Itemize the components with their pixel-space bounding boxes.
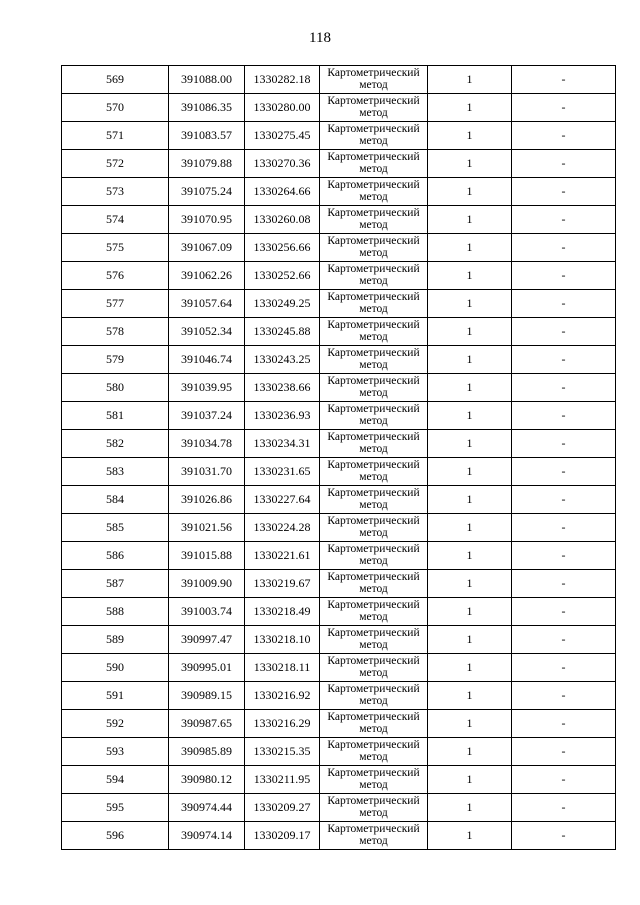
- count-cell: 1: [428, 822, 512, 850]
- note-cell: -: [512, 66, 616, 94]
- table-row: [62, 346, 616, 374]
- table-row: [62, 654, 616, 682]
- x-coordinate-cell: 391086.35: [169, 94, 245, 122]
- x-coordinate-cell: 391079.88: [169, 150, 245, 178]
- point-number-cell: 579: [62, 346, 169, 374]
- method-label-line1: Картометрический: [327, 95, 420, 107]
- note-cell: -: [512, 514, 616, 542]
- table-row: [62, 150, 616, 178]
- note-cell: -: [512, 654, 616, 682]
- point-number-cell: 576: [62, 262, 169, 290]
- point-number-cell: 575: [62, 234, 169, 262]
- x-coordinate-cell: 391003.74: [169, 598, 245, 626]
- table-row: [62, 710, 616, 738]
- count-cell: 1: [428, 402, 512, 430]
- method-cell: [320, 234, 428, 262]
- method-label-line2: метод: [359, 583, 388, 595]
- method-label-line2: метод: [359, 303, 388, 315]
- method-cell: [320, 94, 428, 122]
- x-coordinate-cell: 391052.34: [169, 318, 245, 346]
- table-row: [62, 738, 616, 766]
- method-cell: [320, 430, 428, 458]
- method-label-line2: метод: [359, 639, 388, 651]
- method-label-line1: Картометрический: [327, 683, 420, 695]
- method-label-line1: Картометрический: [327, 627, 420, 639]
- point-number-cell: 592: [62, 710, 169, 738]
- table-row: [62, 122, 616, 150]
- y-coordinate-cell: 1330211.95: [245, 766, 320, 794]
- table-row: [62, 178, 616, 206]
- x-coordinate-cell: 391070.95: [169, 206, 245, 234]
- method-cell: [320, 710, 428, 738]
- method-label-line1: Картометрический: [327, 207, 420, 219]
- y-coordinate-cell: 1330256.66: [245, 234, 320, 262]
- method-label-line1: Картометрический: [327, 347, 420, 359]
- x-coordinate-cell: 391062.26: [169, 262, 245, 290]
- count-cell: 1: [428, 514, 512, 542]
- method-label-line2: метод: [359, 499, 388, 511]
- method-label-line1: Картометрический: [327, 795, 420, 807]
- x-coordinate-cell: 390985.89: [169, 738, 245, 766]
- method-label-line2: метод: [359, 471, 388, 483]
- table-row: [62, 542, 616, 570]
- note-cell: -: [512, 626, 616, 654]
- note-cell: -: [512, 458, 616, 486]
- method-cell: [320, 66, 428, 94]
- y-coordinate-cell: 1330249.25: [245, 290, 320, 318]
- y-coordinate-cell: 1330252.66: [245, 262, 320, 290]
- count-cell: 1: [428, 738, 512, 766]
- method-cell: [320, 598, 428, 626]
- method-cell: [320, 542, 428, 570]
- method-label-line2: метод: [359, 723, 388, 735]
- method-cell: [320, 458, 428, 486]
- method-cell: [320, 570, 428, 598]
- method-label-line1: Картометрический: [327, 599, 420, 611]
- count-cell: 1: [428, 430, 512, 458]
- count-cell: 1: [428, 346, 512, 374]
- table-row: [62, 682, 616, 710]
- method-cell: [320, 822, 428, 850]
- method-label-line2: метод: [359, 555, 388, 567]
- y-coordinate-cell: 1330219.67: [245, 570, 320, 598]
- x-coordinate-cell: 391039.95: [169, 374, 245, 402]
- method-label-line1: Картометрический: [327, 823, 420, 835]
- method-label-line2: метод: [359, 779, 388, 791]
- y-coordinate-cell: 1330282.18: [245, 66, 320, 94]
- x-coordinate-cell: 391083.57: [169, 122, 245, 150]
- table-row: [62, 458, 616, 486]
- x-coordinate-cell: 391057.64: [169, 290, 245, 318]
- table-row: [62, 234, 616, 262]
- note-cell: -: [512, 150, 616, 178]
- x-coordinate-cell: 391026.86: [169, 486, 245, 514]
- count-cell: 1: [428, 206, 512, 234]
- method-cell: [320, 262, 428, 290]
- count-cell: 1: [428, 682, 512, 710]
- y-coordinate-cell: 1330218.10: [245, 626, 320, 654]
- point-number-cell: 569: [62, 66, 169, 94]
- table-row: [62, 486, 616, 514]
- y-coordinate-cell: 1330216.29: [245, 710, 320, 738]
- y-coordinate-cell: 1330270.36: [245, 150, 320, 178]
- method-label-line1: Картометрический: [327, 767, 420, 779]
- method-cell: [320, 682, 428, 710]
- x-coordinate-cell: 390987.65: [169, 710, 245, 738]
- method-cell: [320, 766, 428, 794]
- point-number-cell: 596: [62, 822, 169, 850]
- point-number-cell: 591: [62, 682, 169, 710]
- point-number-cell: 589: [62, 626, 169, 654]
- note-cell: -: [512, 738, 616, 766]
- method-label-line2: метод: [359, 751, 388, 763]
- point-number-cell: 570: [62, 94, 169, 122]
- point-number-cell: 573: [62, 178, 169, 206]
- method-label-line2: метод: [359, 107, 388, 119]
- point-number-cell: 580: [62, 374, 169, 402]
- y-coordinate-cell: 1330224.28: [245, 514, 320, 542]
- point-number-cell: 586: [62, 542, 169, 570]
- y-coordinate-cell: 1330218.49: [245, 598, 320, 626]
- point-number-cell: 574: [62, 206, 169, 234]
- point-number-cell: 588: [62, 598, 169, 626]
- table-row: [62, 430, 616, 458]
- note-cell: -: [512, 318, 616, 346]
- y-coordinate-cell: 1330264.66: [245, 178, 320, 206]
- method-label-line1: Картометрический: [327, 151, 420, 163]
- y-coordinate-cell: 1330227.64: [245, 486, 320, 514]
- method-label-line2: метод: [359, 79, 388, 91]
- method-cell: [320, 626, 428, 654]
- count-cell: 1: [428, 794, 512, 822]
- count-cell: 1: [428, 542, 512, 570]
- method-cell: [320, 794, 428, 822]
- method-label-line1: Картометрический: [327, 655, 420, 667]
- note-cell: -: [512, 570, 616, 598]
- y-coordinate-cell: 1330260.08: [245, 206, 320, 234]
- method-cell: [320, 654, 428, 682]
- point-number-cell: 587: [62, 570, 169, 598]
- note-cell: -: [512, 794, 616, 822]
- note-cell: -: [512, 822, 616, 850]
- method-label-line2: метод: [359, 415, 388, 427]
- method-label-line2: метод: [359, 191, 388, 203]
- table-row: [62, 94, 616, 122]
- method-label-line2: метод: [359, 611, 388, 623]
- y-coordinate-cell: 1330231.65: [245, 458, 320, 486]
- table-row: [62, 290, 616, 318]
- count-cell: 1: [428, 318, 512, 346]
- table-row: [62, 822, 616, 850]
- point-number-cell: 582: [62, 430, 169, 458]
- x-coordinate-cell: 391015.88: [169, 542, 245, 570]
- note-cell: -: [512, 542, 616, 570]
- count-cell: 1: [428, 458, 512, 486]
- y-coordinate-cell: 1330209.27: [245, 794, 320, 822]
- method-label-line2: метод: [359, 695, 388, 707]
- method-label-line1: Картометрический: [327, 179, 420, 191]
- note-cell: -: [512, 682, 616, 710]
- method-label-line2: метод: [359, 667, 388, 679]
- count-cell: 1: [428, 654, 512, 682]
- count-cell: 1: [428, 570, 512, 598]
- y-coordinate-cell: 1330243.25: [245, 346, 320, 374]
- method-cell: [320, 290, 428, 318]
- note-cell: -: [512, 430, 616, 458]
- y-coordinate-cell: 1330275.45: [245, 122, 320, 150]
- method-label-line2: метод: [359, 359, 388, 371]
- note-cell: -: [512, 374, 616, 402]
- x-coordinate-cell: 391046.74: [169, 346, 245, 374]
- method-label-line1: Картометрический: [327, 235, 420, 247]
- count-cell: 1: [428, 66, 512, 94]
- method-label-line2: метод: [359, 163, 388, 175]
- table-row: [62, 794, 616, 822]
- count-cell: 1: [428, 290, 512, 318]
- method-label-line1: Картометрический: [327, 123, 420, 135]
- method-label-line1: Картометрический: [327, 291, 420, 303]
- count-cell: 1: [428, 374, 512, 402]
- x-coordinate-cell: 390989.15: [169, 682, 245, 710]
- method-label-line1: Картометрический: [327, 431, 420, 443]
- point-number-cell: 590: [62, 654, 169, 682]
- method-label-line2: метод: [359, 443, 388, 455]
- x-coordinate-cell: 391031.70: [169, 458, 245, 486]
- method-label-line1: Картометрический: [327, 543, 420, 555]
- y-coordinate-cell: 1330280.00: [245, 94, 320, 122]
- method-cell: [320, 318, 428, 346]
- count-cell: 1: [428, 766, 512, 794]
- note-cell: -: [512, 290, 616, 318]
- x-coordinate-cell: 391037.24: [169, 402, 245, 430]
- method-label-line1: Картометрический: [327, 67, 420, 79]
- method-label-line2: метод: [359, 835, 388, 847]
- note-cell: -: [512, 178, 616, 206]
- point-number-cell: 593: [62, 738, 169, 766]
- count-cell: 1: [428, 94, 512, 122]
- y-coordinate-cell: 1330245.88: [245, 318, 320, 346]
- coordinates-table: [61, 65, 616, 850]
- note-cell: -: [512, 598, 616, 626]
- method-cell: [320, 346, 428, 374]
- x-coordinate-cell: 390974.14: [169, 822, 245, 850]
- point-number-cell: 583: [62, 458, 169, 486]
- point-number-cell: 572: [62, 150, 169, 178]
- x-coordinate-cell: 390974.44: [169, 794, 245, 822]
- x-coordinate-cell: 391067.09: [169, 234, 245, 262]
- note-cell: -: [512, 206, 616, 234]
- count-cell: 1: [428, 262, 512, 290]
- method-label-line2: метод: [359, 527, 388, 539]
- method-label-line1: Картометрический: [327, 571, 420, 583]
- method-label-line1: Картометрический: [327, 403, 420, 415]
- method-label-line2: метод: [359, 275, 388, 287]
- point-number-cell: 585: [62, 514, 169, 542]
- method-cell: [320, 374, 428, 402]
- method-label-line1: Картометрический: [327, 375, 420, 387]
- note-cell: -: [512, 122, 616, 150]
- table-row: [62, 766, 616, 794]
- note-cell: -: [512, 234, 616, 262]
- table-row: [62, 570, 616, 598]
- count-cell: 1: [428, 234, 512, 262]
- x-coordinate-cell: 390980.12: [169, 766, 245, 794]
- y-coordinate-cell: 1330216.92: [245, 682, 320, 710]
- note-cell: -: [512, 766, 616, 794]
- count-cell: 1: [428, 150, 512, 178]
- y-coordinate-cell: 1330218.11: [245, 654, 320, 682]
- x-coordinate-cell: 391075.24: [169, 178, 245, 206]
- table-row: [62, 262, 616, 290]
- y-coordinate-cell: 1330238.66: [245, 374, 320, 402]
- point-number-cell: 595: [62, 794, 169, 822]
- coordinates-table-body: [62, 66, 616, 850]
- note-cell: -: [512, 402, 616, 430]
- y-coordinate-cell: 1330221.61: [245, 542, 320, 570]
- point-number-cell: 584: [62, 486, 169, 514]
- table-row: [62, 514, 616, 542]
- method-label-line2: метод: [359, 135, 388, 147]
- method-label-line1: Картометрический: [327, 263, 420, 275]
- table-row: [62, 402, 616, 430]
- note-cell: -: [512, 94, 616, 122]
- point-number-cell: 577: [62, 290, 169, 318]
- count-cell: 1: [428, 122, 512, 150]
- x-coordinate-cell: 391034.78: [169, 430, 245, 458]
- y-coordinate-cell: 1330234.31: [245, 430, 320, 458]
- method-cell: [320, 206, 428, 234]
- y-coordinate-cell: 1330215.35: [245, 738, 320, 766]
- count-cell: 1: [428, 626, 512, 654]
- x-coordinate-cell: 391088.00: [169, 66, 245, 94]
- method-label-line1: Картометрический: [327, 487, 420, 499]
- point-number-cell: 571: [62, 122, 169, 150]
- method-label-line2: метод: [359, 331, 388, 343]
- point-number-cell: 594: [62, 766, 169, 794]
- method-cell: [320, 122, 428, 150]
- table-row: [62, 66, 616, 94]
- method-label-line1: Картометрический: [327, 515, 420, 527]
- method-cell: [320, 150, 428, 178]
- method-label-line2: метод: [359, 807, 388, 819]
- note-cell: -: [512, 710, 616, 738]
- x-coordinate-cell: 391021.56: [169, 514, 245, 542]
- y-coordinate-cell: 1330236.93: [245, 402, 320, 430]
- method-cell: [320, 402, 428, 430]
- method-label-line2: метод: [359, 247, 388, 259]
- method-cell: [320, 738, 428, 766]
- note-cell: -: [512, 262, 616, 290]
- x-coordinate-cell: 391009.90: [169, 570, 245, 598]
- count-cell: 1: [428, 486, 512, 514]
- page-number: 118: [309, 30, 331, 46]
- table-row: [62, 626, 616, 654]
- method-label-line1: Картометрический: [327, 739, 420, 751]
- table-row: [62, 374, 616, 402]
- table-row: [62, 318, 616, 346]
- method-label-line2: метод: [359, 387, 388, 399]
- point-number-cell: 578: [62, 318, 169, 346]
- table-row: [62, 206, 616, 234]
- count-cell: 1: [428, 178, 512, 206]
- y-coordinate-cell: 1330209.17: [245, 822, 320, 850]
- note-cell: -: [512, 486, 616, 514]
- method-label-line2: метод: [359, 219, 388, 231]
- count-cell: 1: [428, 710, 512, 738]
- table-row: [62, 598, 616, 626]
- method-label-line1: Картометрический: [327, 459, 420, 471]
- method-cell: [320, 178, 428, 206]
- method-cell: [320, 514, 428, 542]
- method-cell: [320, 486, 428, 514]
- x-coordinate-cell: 390995.01: [169, 654, 245, 682]
- point-number-cell: 581: [62, 402, 169, 430]
- note-cell: -: [512, 346, 616, 374]
- count-cell: 1: [428, 598, 512, 626]
- x-coordinate-cell: 390997.47: [169, 626, 245, 654]
- method-label-line1: Картометрический: [327, 319, 420, 331]
- method-label-line1: Картометрический: [327, 711, 420, 723]
